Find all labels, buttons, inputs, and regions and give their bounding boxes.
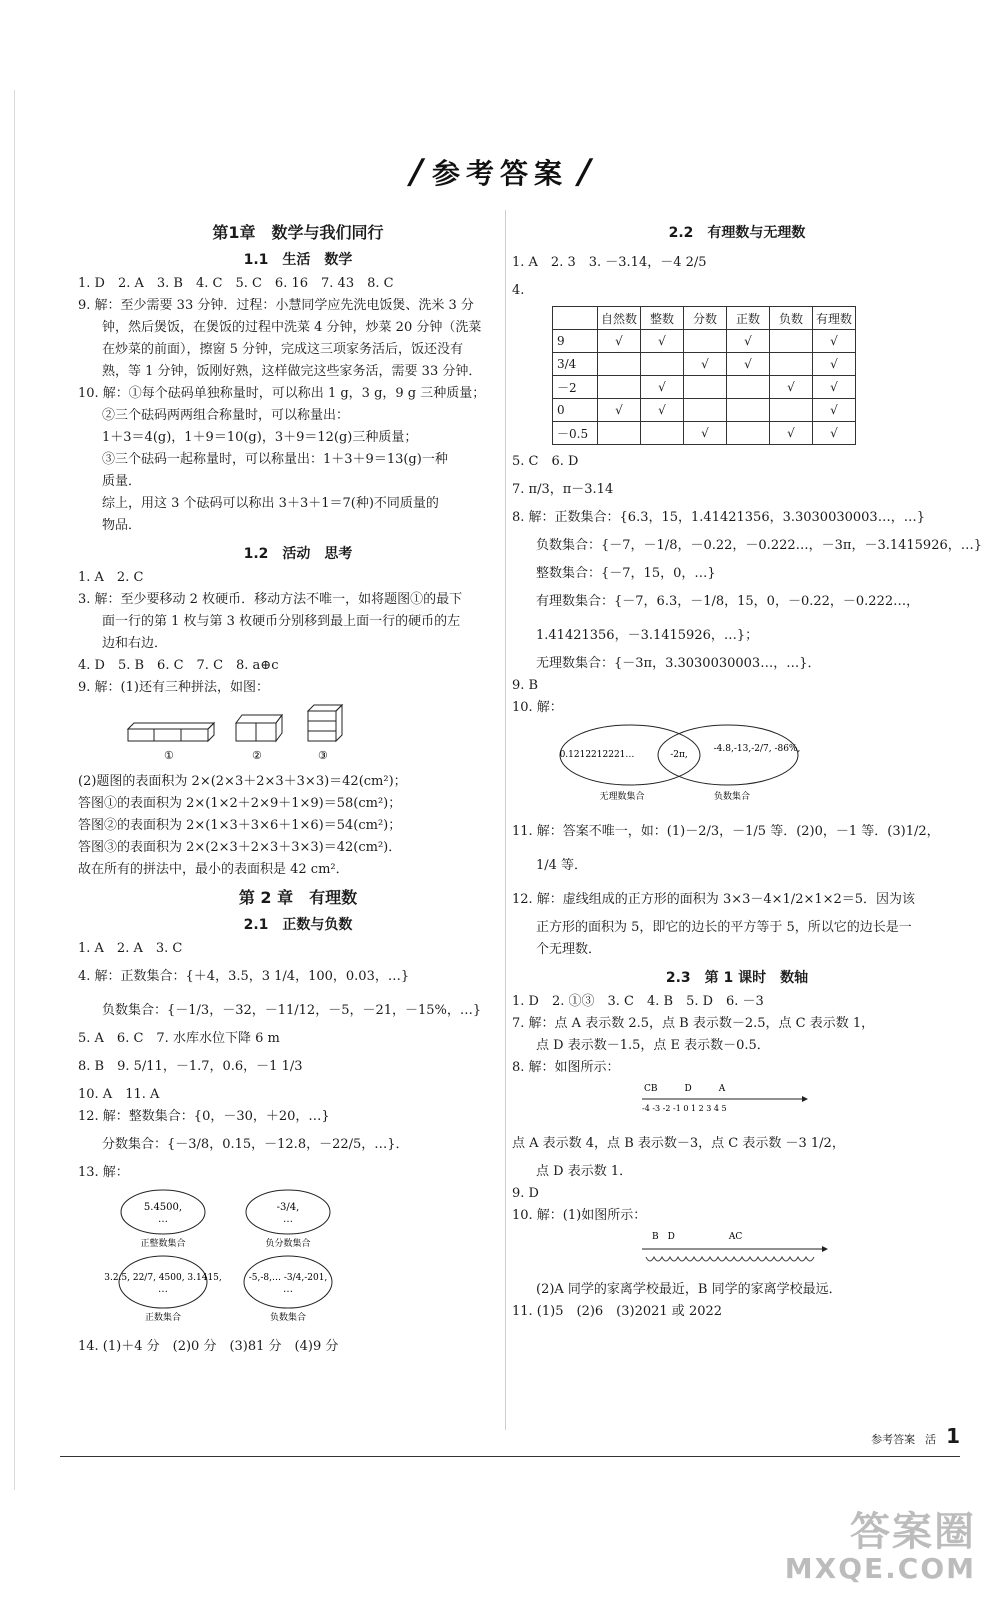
answer-line: 7. π/3，π－3.14 xyxy=(512,482,614,497)
figure-label: ② xyxy=(252,749,262,762)
axis-arrow-icon xyxy=(822,1246,828,1252)
answer-line: 答图②的表面积为 2×(1×3＋3×6＋1×6)＝54(cm²)； xyxy=(78,818,402,833)
ellipse-label: 负分数集合 xyxy=(265,1239,311,1249)
table-cell: －2 xyxy=(553,376,598,399)
answer-line: 1＋3＝4(g)，1＋9＝10(g)，3＋9＝12(g)三种质量； xyxy=(102,430,418,445)
set-ellipses xyxy=(104,1186,378,1326)
answer-line: 11. 解：答案不唯一，如：(1)－2/3，－1/5 等．(2)0，－1 等．(3)1/2， xyxy=(512,824,940,839)
number-line-2 xyxy=(552,1229,852,1269)
table-cell xyxy=(770,330,813,353)
ellipse-text: -5,-8,… -3/4,-201, xyxy=(248,1273,328,1283)
left-column xyxy=(78,216,518,1358)
answer-line: 3. 解：至少要移动 2 枚硬币．移动方法不唯一，如将题图①的最下 xyxy=(78,592,463,607)
table-row xyxy=(553,399,856,422)
answer-line: 14. (1)＋4 分 (2)0 分 (3)81 分 (4)9 分 xyxy=(78,1339,339,1354)
section-heading: 2.2 有理数与无理数 xyxy=(668,225,806,241)
venn-label: 无理数集合 xyxy=(599,792,645,802)
answer-line: 答图①的表面积为 2×(1×2＋2×9＋1×9)＝58(cm²)； xyxy=(78,796,402,811)
answer-line: ③三个砝码一起称量时，可以称量出：1＋3＋9＝13(g)一种 xyxy=(102,452,448,467)
axis-arrow-icon xyxy=(802,1096,808,1102)
answer-line: 综上，用这 3 个砝码可以称出 3＋3＋1＝7(种)不同质量的 xyxy=(102,496,439,511)
answer-line: 负数集合：{－7，－1/8，－0.22，－0.222…，－3π，－3.1415926，…} xyxy=(536,538,983,553)
number-line-points: B D AC xyxy=(652,1232,743,1242)
answer-line: 无理数集合：{－3π，3.3030030003…，…}． xyxy=(536,656,821,671)
table-cell: √ xyxy=(813,330,856,353)
ellipse-label: 负数集合 xyxy=(269,1313,307,1323)
answer-line: 4. xyxy=(512,283,525,298)
table-cell: √ xyxy=(727,330,770,353)
answer-line: 4. 解：正数集合：{＋4，3.5，3 1/4，100，0.03，…} xyxy=(78,969,410,984)
answer-line: 钟，然后煲饭，在煲饭的过程中洗菜 4 分钟，炒菜 20 分钟（洗菜 xyxy=(102,320,482,335)
cuboid-figures xyxy=(118,701,378,761)
table-row xyxy=(553,330,856,353)
table-cell: √ xyxy=(684,353,727,376)
table-cell xyxy=(684,376,727,399)
page-edge xyxy=(14,90,15,1490)
ellipse-text: 5.4500, xyxy=(143,1202,183,1213)
answer-line: 5. C 6. D xyxy=(512,454,579,469)
answer-line: 9. 解：至少需要 33 分钟．过程：小慧同学应先洗电饭煲、洗米 3 分 xyxy=(78,298,474,313)
table-row xyxy=(553,376,856,399)
table-cell xyxy=(684,330,727,353)
table-cell: √ xyxy=(813,353,856,376)
answer-line: 10. 解： xyxy=(512,700,563,715)
answer-line: 分数集合：{－3/8，0.15，－12.8，－22/5，…}． xyxy=(102,1137,409,1152)
section-heading: 2.1 正数与负数 xyxy=(243,917,353,933)
answer-line: 物品． xyxy=(102,518,142,533)
table-row xyxy=(553,422,856,445)
answer-line: 9. B xyxy=(512,678,539,693)
answer-line: 7. 解：点 A 表示数 2.5，点 B 表示数－2.5，点 C 表示数 1， xyxy=(512,1016,875,1031)
answer-line: 正方形的面积为 5，即它的边长的平方等于 5，所以它的边长是一 xyxy=(536,920,912,935)
ellipse-label: 正整数集合 xyxy=(140,1239,186,1249)
answer-line: 质量． xyxy=(102,474,142,489)
table-cell: √ xyxy=(598,330,641,353)
table-cell xyxy=(641,353,684,376)
page-title: 参考答案 xyxy=(431,157,568,190)
answer-line: 1. A 2. A 3. C xyxy=(78,941,183,956)
table-cell xyxy=(727,422,770,445)
table-cell xyxy=(727,399,770,422)
svg-text:…: … xyxy=(158,1284,168,1295)
table-cell: 9 xyxy=(553,330,598,353)
answer-line: 4. D 5. B 6. C 7. C 8. a⊕c xyxy=(78,658,279,673)
answer-line: 11. (1)5 (2)6 (3)2021 或 2022 xyxy=(512,1304,723,1319)
table-header-cell: 负数 xyxy=(770,307,813,330)
answer-line: 1. D 2. ①③ 3. C 4. B 5. D 6. －3 xyxy=(512,994,764,1009)
answer-line: (2)A 同学的家离学校最近，B 同学的家离学校最远． xyxy=(536,1282,842,1297)
answer-line: 1/4 等． xyxy=(536,858,588,873)
table-cell: －0.5 xyxy=(553,422,598,445)
svg-text:…: … xyxy=(283,1214,293,1225)
table-header-cell: 整数 xyxy=(641,307,684,330)
footer-rule xyxy=(60,1456,960,1457)
section-heading: 1.2 活动 思考 xyxy=(243,546,353,562)
answer-line: 1. A 2. C xyxy=(78,570,144,585)
answer-line: 点 D 表示数 1． xyxy=(536,1164,633,1179)
answer-line: 1. D 2. A 3. B 4. C 5. C 6. 16 7. 43 8. C xyxy=(78,276,394,291)
table-cell xyxy=(770,353,813,376)
watermark: 答案圈 xyxy=(850,1509,976,1555)
answer-line: 点 D 表示数－1.5，点 E 表示数－0.5． xyxy=(536,1038,770,1053)
table-header-cell: 有理数 xyxy=(813,307,856,330)
table-cell: √ xyxy=(813,399,856,422)
answer-line: 1.41421356，－3.1415926，…}； xyxy=(536,628,759,643)
answer-line: 熟，等 1 分钟，饭刚好熟，这样做完这些家务活，需要 33 分钟． xyxy=(102,364,482,379)
table-cell: √ xyxy=(813,422,856,445)
table-header-cell: 正数 xyxy=(727,307,770,330)
table-header-row xyxy=(553,307,856,330)
answer-line: ②三个砝码两两组合称量时，可以称量出： xyxy=(102,408,350,423)
answer-line: 面一行的第 1 枚与第 3 枚硬币分别移到最上面一行的硬币的左 xyxy=(102,614,461,629)
slash-icon: / xyxy=(405,152,427,192)
answer-line: 10. 解：①每个砝码单独称量时，可以称出 1 g，3 g，9 g 三种质量； xyxy=(78,386,486,401)
figure-label: ① xyxy=(164,749,174,762)
table-header-cell: 分数 xyxy=(684,307,727,330)
answer-line: 1. A 2. 3 3. －3.14，－4 2/5 xyxy=(512,255,707,270)
answer-line: 整数集合：{－7，15，0，…} xyxy=(536,566,716,581)
ellipse-text: -3/4, xyxy=(276,1202,300,1213)
ellipse-label: 正数集合 xyxy=(144,1313,182,1323)
tick-marks xyxy=(646,1257,814,1261)
venn-right-text: -4.8,-13,-2/7, -86%, xyxy=(713,744,801,754)
answer-line: 有理数集合：{－7，6.3，－1/8，15，0，－0.22，－0.222…， xyxy=(536,594,920,609)
table-cell xyxy=(598,353,641,376)
table-cell xyxy=(598,422,641,445)
table-cell xyxy=(727,376,770,399)
answer-line: 故在所有的拼法中，最小的表面积是 42 cm²． xyxy=(78,862,349,877)
table-cell xyxy=(684,399,727,422)
footer-label: 参考答案 xyxy=(871,1433,916,1446)
svg-text:…: … xyxy=(158,1214,168,1225)
figure-label: ③ xyxy=(318,749,328,762)
table-row xyxy=(553,353,856,376)
table-cell: √ xyxy=(813,376,856,399)
answer-line: 5. A 6. C 7. 水库水位下降 6 m xyxy=(78,1031,280,1046)
section-heading: 1.1 生活 数学 xyxy=(243,252,353,268)
ellipse-text: 3.2.5, 22/7, 4500, 3.1415, xyxy=(104,1273,222,1283)
answer-line: 边和右边． xyxy=(102,636,168,651)
answer-line: 9. 解：(1)还有三种拼法，如图： xyxy=(78,680,269,695)
table-cell: √ xyxy=(641,399,684,422)
answer-line: 在炒菜的前面），擦窗 5 分钟，完成这三项家务活后，饭还没有 xyxy=(102,342,464,357)
footer-subject: 活 xyxy=(925,1433,937,1446)
number-classification-table xyxy=(552,306,856,445)
table-cell: 3/4 xyxy=(553,353,598,376)
page-number: 1 xyxy=(946,1424,960,1448)
number-line-ticks: -4 -3 -2 -1 0 1 2 3 4 5 xyxy=(642,1104,727,1113)
table-cell: √ xyxy=(641,330,684,353)
answer-line: 个无理数． xyxy=(536,942,602,957)
answer-line: 13. 解： xyxy=(78,1165,129,1180)
table-cell: √ xyxy=(770,422,813,445)
answer-line: 答图③的表面积为 2×(2×3＋2×3＋3×3)＝42(cm²)． xyxy=(78,840,402,855)
table-cell xyxy=(641,422,684,445)
venn-mid-text: -2π, xyxy=(670,750,688,760)
table-cell: √ xyxy=(770,376,813,399)
answer-line: 10. 解：(1)如图所示： xyxy=(512,1208,647,1223)
answer-line: (2)题图的表面积为 2×(2×3＋2×3＋3×3)＝42(cm²)； xyxy=(78,774,407,789)
answer-line: 负数集合：{－1/3，－32，－11/12，－5，－21，－15%，…} xyxy=(102,1003,482,1018)
venn-left-text: 0.1212212221… xyxy=(559,750,635,760)
figure-2 xyxy=(236,715,282,762)
answer-line: 12. 解：虚线组成的正方形的面积为 3×3－4×1/2×1×2＝5．因为该 xyxy=(512,892,916,907)
right-column xyxy=(512,216,983,1323)
section-heading: 2.3 第 1 课时 数轴 xyxy=(665,970,809,986)
svg-text:…: … xyxy=(283,1284,293,1295)
answer-line: 点 A 表示数 4，点 B 表示数－3，点 C 表示数 －3 1/2， xyxy=(512,1136,845,1151)
table-header-cell: 自然数 xyxy=(598,307,641,330)
answer-line: 8. 解：正数集合：{6.3，15，1.41421356，3.3030030003…，…} xyxy=(512,510,925,525)
figure-1 xyxy=(128,723,214,762)
watermark-url: MXQE.COM xyxy=(784,1552,976,1585)
table-cell: √ xyxy=(684,422,727,445)
venn-label: 负数集合 xyxy=(713,792,751,802)
number-line-points: CB D A xyxy=(644,1084,726,1094)
answer-line: 10. A 11. A xyxy=(78,1087,160,1102)
answer-line: 8. 解：如图所示： xyxy=(512,1060,620,1075)
table-cell: √ xyxy=(598,399,641,422)
table-cell: 0 xyxy=(553,399,598,422)
answer-line: 8. B 9. 5/11，－1.7，0.6，－1 1/3 xyxy=(78,1059,303,1074)
table-cell: √ xyxy=(727,353,770,376)
answer-line: 9. D xyxy=(512,1186,539,1201)
table-cell xyxy=(598,376,641,399)
chapter-heading: 第 2 章 有理数 xyxy=(238,888,358,907)
figure-3 xyxy=(308,705,342,762)
table-cell xyxy=(770,399,813,422)
table-cell: √ xyxy=(641,376,684,399)
title-banner xyxy=(390,152,610,192)
page-footer xyxy=(871,1424,960,1448)
venn-diagram xyxy=(552,721,812,805)
number-line-1 xyxy=(552,1081,852,1117)
table-header-cell xyxy=(553,307,598,330)
answer-line: 12. 解：整数集合：{0，－30，＋20，…} xyxy=(78,1109,330,1124)
slash-icon: / xyxy=(573,152,595,192)
chapter-heading: 第1章 数学与我们同行 xyxy=(212,223,384,242)
